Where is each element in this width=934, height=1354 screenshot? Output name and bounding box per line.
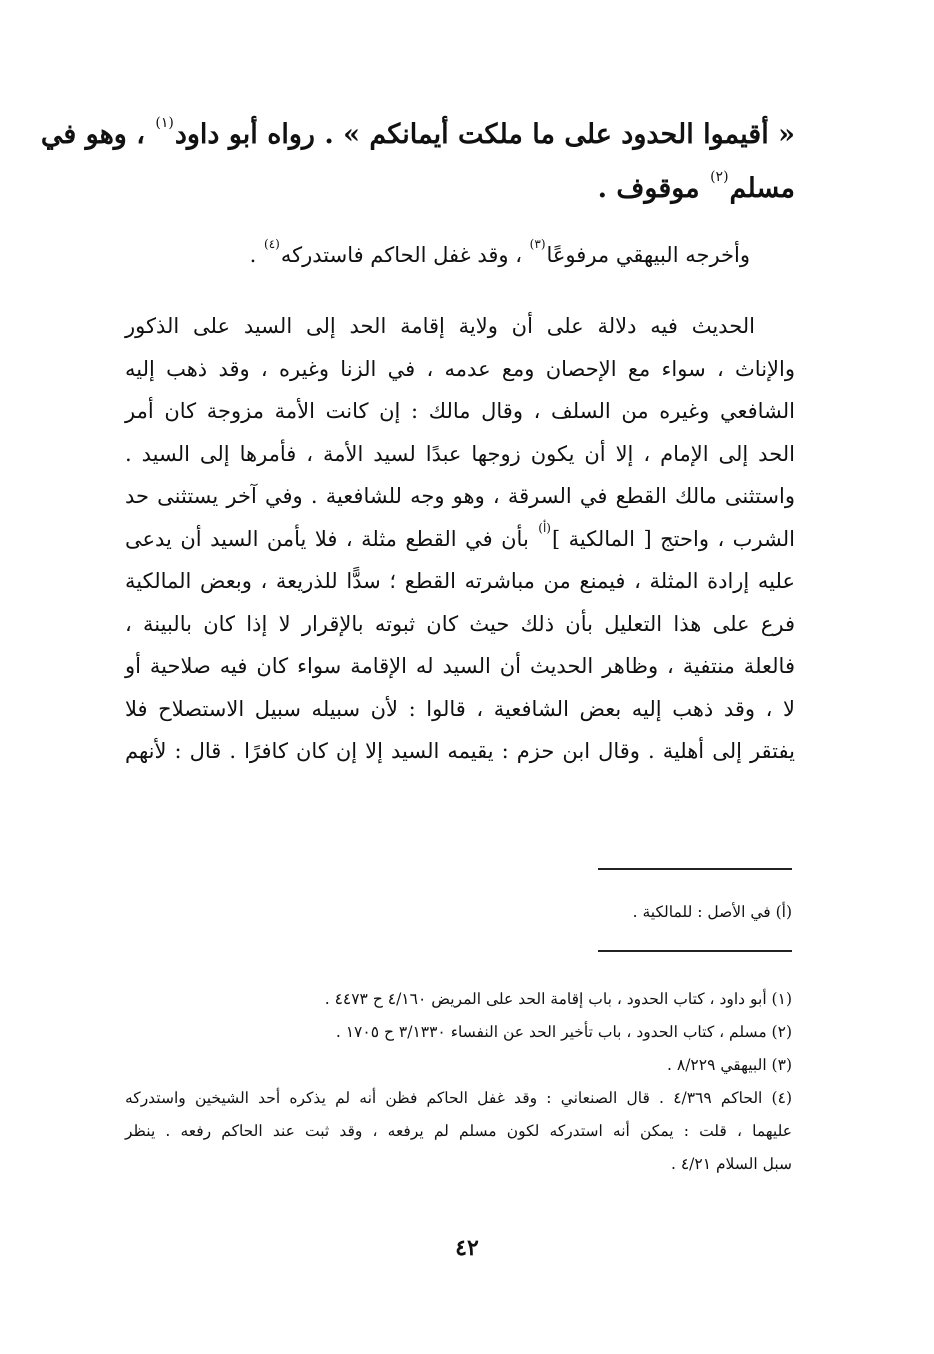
hadith-text-part: ، وهو في	[40, 119, 155, 150]
footnote-2: (٢) مسلم ، كتاب الحدود ، باب تأخير الحد عن النفساء ٣/١٣٣٠ ح ١٧٠٥ .	[335, 1023, 792, 1041]
footnote-4: (٤) الحاكم ٤/٣٦٩ . قال الصنعاني : وقد غفل الحاكم فظن أنه لم يذكره أحد الشيخين واستدركه	[125, 1089, 792, 1107]
footnote-ref-1[interactable]: (١)	[155, 115, 174, 131]
explanation-text: الشرب ، واحتج [ المالكية ]	[551, 526, 796, 551]
hadith-text-part: مسلم	[729, 173, 795, 204]
explanation-line: يفتقر إلى أهلية . وقال ابن حزم : يقيمه السيد إلا إن كان كافرًا . قال : لأنهم	[125, 739, 795, 763]
footnote-ref-3[interactable]: (٣)	[529, 237, 546, 251]
footnotes	[125, 983, 792, 1181]
footnote-separator	[598, 950, 792, 952]
explanation-line: عليه إرادة المثلة ، فيمنع من مباشرته القطع ؛ سدًّا للذريعة ، وبعض المالكية	[125, 569, 795, 593]
footnote-ref-2[interactable]: (٢)	[710, 169, 729, 185]
explanation-line: لا ، وقد ذهب إليه بعض الشافعية ، قالوا : لأن سبيله سبيل الاستصلاح فلا	[125, 696, 795, 721]
footnote-separator	[598, 868, 792, 870]
marginal-note-ref[interactable]: (أ)	[538, 520, 551, 535]
explanation-line: الحد إلى الإمام ، إلا أن يكون زوجها عبدًا لسيد الأمة ، فأمرها إلى السيد .	[125, 441, 795, 466]
explanation-paragraph	[125, 305, 795, 773]
takhrij-text: ، وقد غفل الحاكم فاستدركه	[280, 243, 529, 267]
explanation-line: الحديث فيه دلالة على أن ولاية إقامة الحد إلى السيد على الذكور	[125, 314, 755, 338]
footnote-4-continuation: سبل السلام ٤/٢١ .	[670, 1155, 792, 1173]
explanation-line: فالعلة منتفية ، وظاهر الحديث أن السيد له الإقامة سواء كان فيه صلاحية أو	[125, 654, 795, 678]
explanation-line: والإناث ، سواء مع الإحصان ومع عدمه ، في الزنا وغيره ، وقد ذهب إليه	[125, 356, 795, 381]
hadith-line-1	[40, 108, 795, 162]
takhrij-text: .	[249, 243, 264, 267]
hadith-text-part: « أقيموا الحدود على ما ملكت أيمانكم » . رواه أبو داود	[174, 119, 795, 150]
footnote-3: (٣) البيهقي ٨/٢٢٩ .	[667, 1056, 792, 1074]
explanation-line	[125, 518, 795, 561]
footnote-ref-4[interactable]: (٤)	[264, 237, 280, 251]
explanation-line: فرع على هذا التعليل بأن ذلك حيث كان ثبوته بالإقرار لا إذا كان بالبينة ،	[125, 611, 795, 636]
explanation-text: بأن في القطع مثلة ، فلا يأمن السيد أن يدعى	[125, 526, 538, 551]
hadith-text	[40, 108, 795, 216]
explanation-line: الشافعي وغيره من السلف ، وقال مالك : إن كانت الأمة مزوجة كان أمر	[125, 399, 795, 423]
page-number: ٤٢	[455, 1235, 479, 1261]
hadith-text-part: موقوف .	[597, 173, 710, 204]
hadith-line-2	[125, 162, 795, 216]
footnote-1: (١) أبو داود ، كتاب الحدود ، باب إقامة الحد على المريض ٤/١٦٠ ح ٤٤٧٣ .	[324, 990, 792, 1008]
takhrij-paragraph	[125, 232, 750, 278]
footnote-4-continuation: عليهما ، قلت : يمكن أنه استدركه لكون مسلم لم يرفعه ، وقد ثبت عند الحاكم رفعه . ينظر	[125, 1122, 792, 1140]
takhrij-text: وأخرجه البيهقي مرفوعًا	[546, 243, 750, 267]
marginal-note: (أ) في الأصل : للمالكية .	[632, 903, 792, 921]
explanation-line: واستثنى مالك القطع في السرقة ، وهو وجه للشافعية . وفي آخر يستثنى حد	[125, 484, 795, 508]
